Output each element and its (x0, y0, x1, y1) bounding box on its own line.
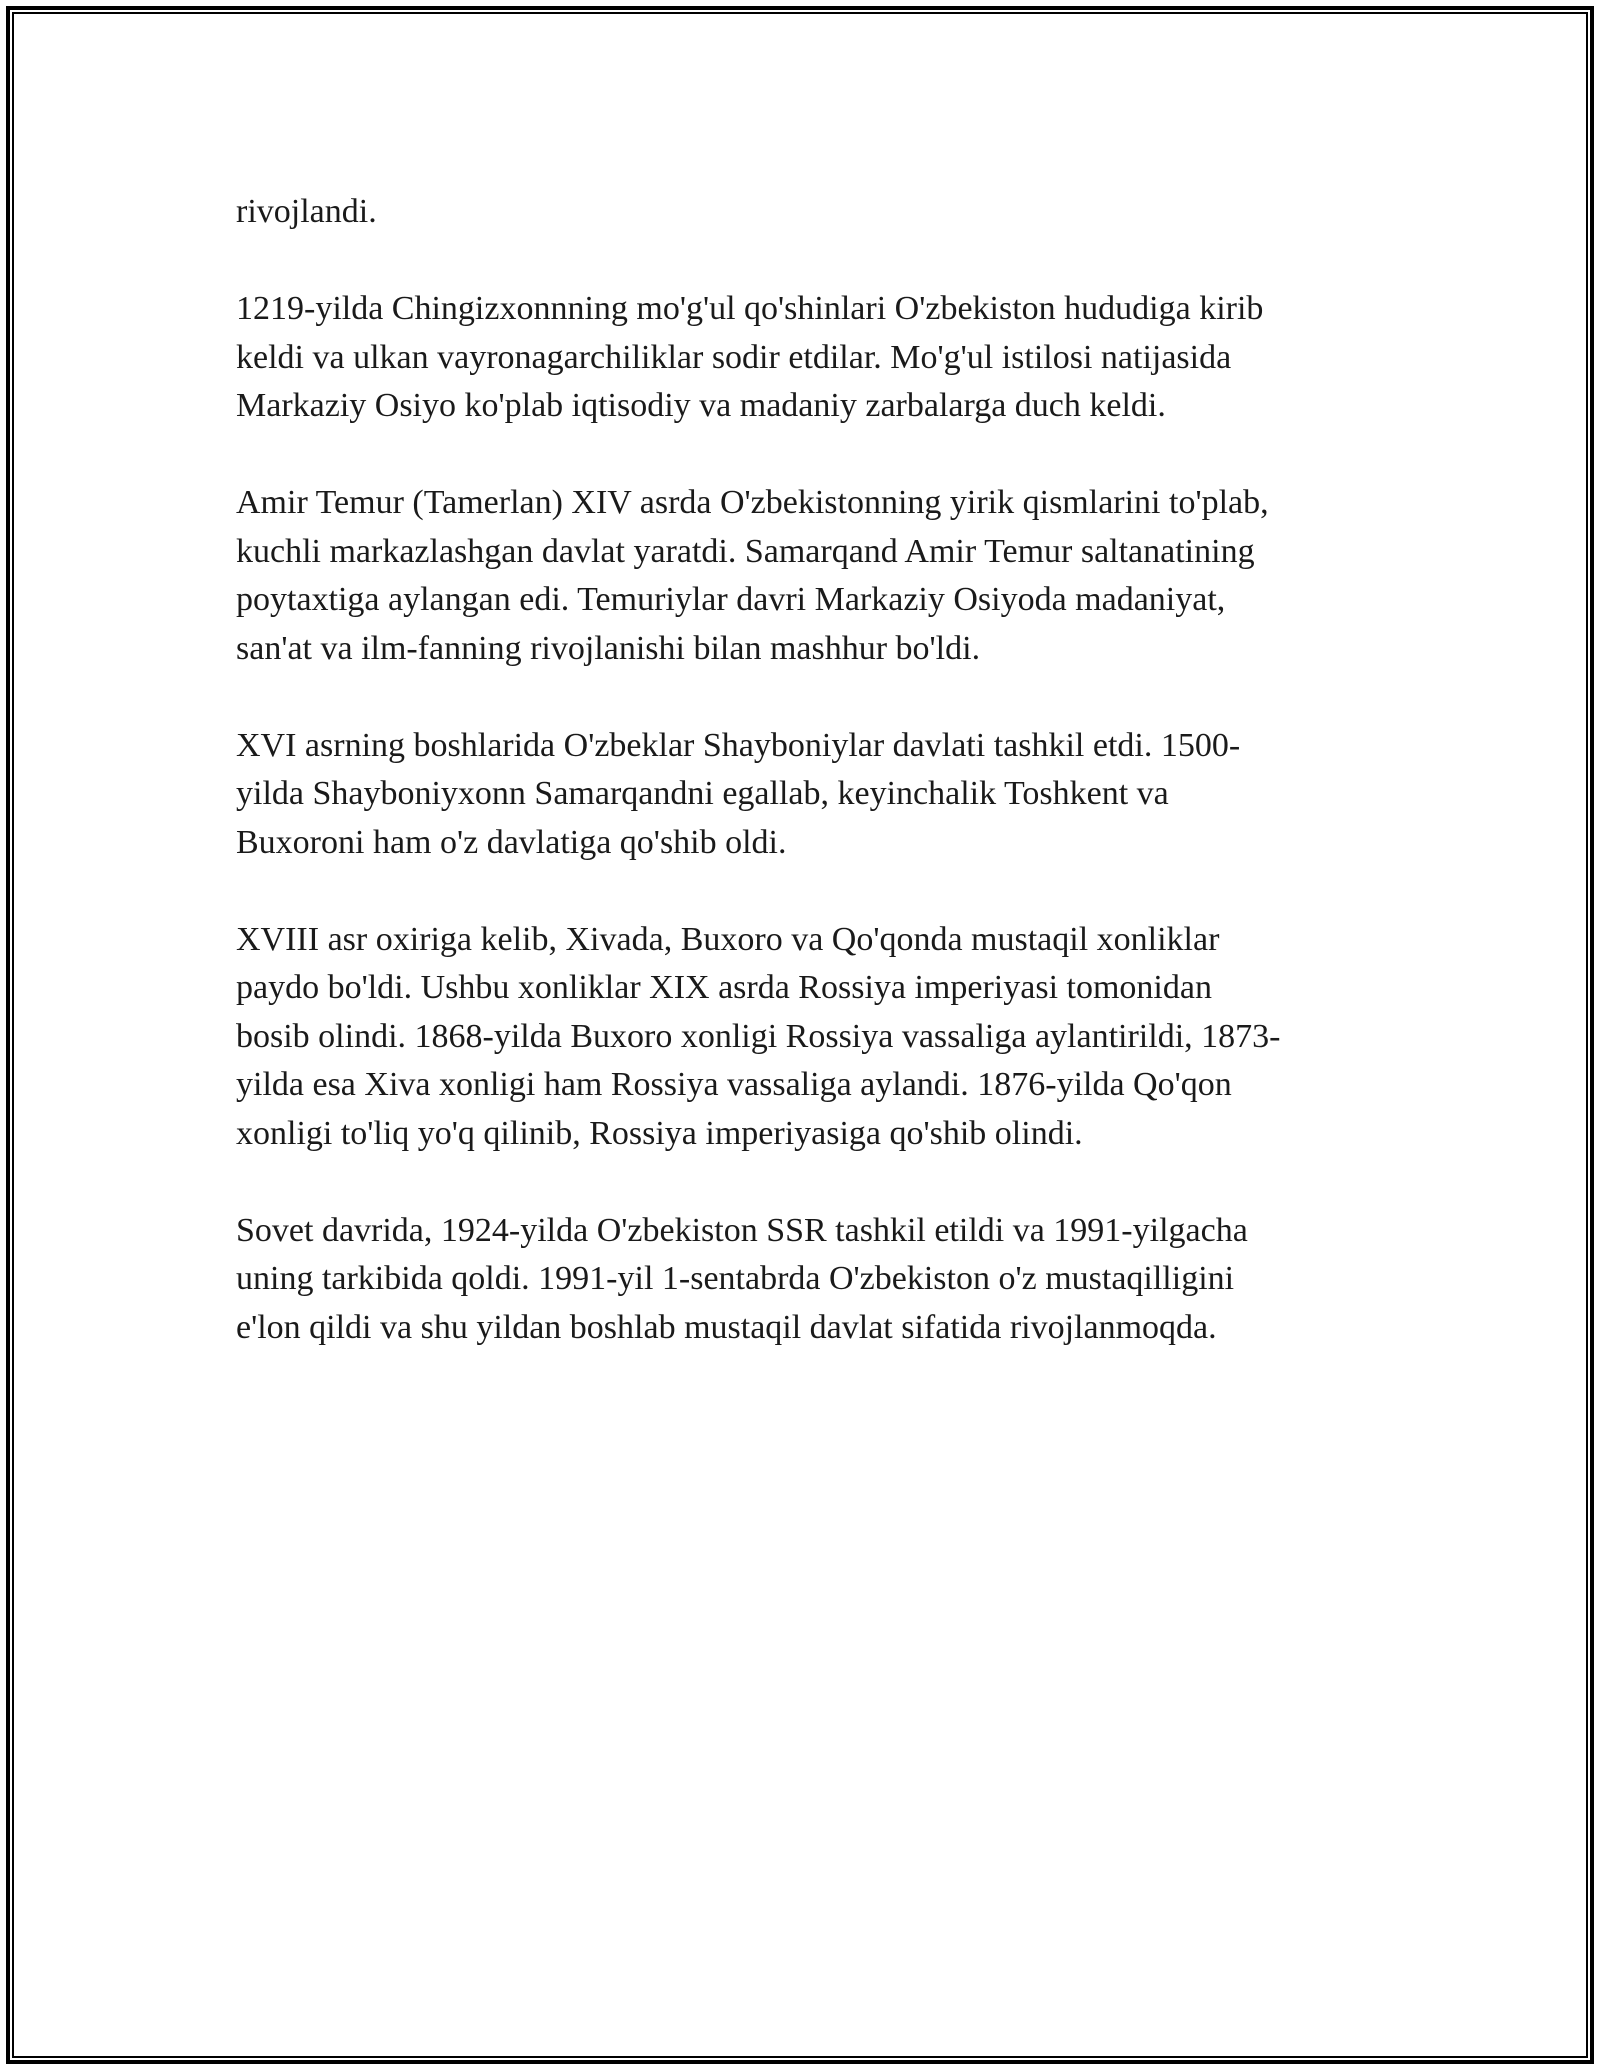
text-line: san'at va ilm-fanning rivojlanishi bilan mashhur bo'ldi. (236, 629, 981, 667)
text-line: keldi va ulkan vayronagarchiliklar sodir etdilar. Mo'g'ul istilosi natijasida (236, 338, 1232, 376)
paragraph-amir-temur (236, 479, 1376, 673)
text-line: kuchli markazlashgan davlat yaratdi. Samarqand Amir Temur saltanatining (236, 532, 1255, 570)
text-line: yilda Shayboniyxonn Samarqandni egallab, keyinchalik Toshkent va (236, 775, 1169, 812)
text-line: Markaziy Osiyo ko'plab iqtisodiy va madaniy zarbalarga duch keldi. (236, 387, 1166, 424)
text-line: paydo bo'ldi. Ushbu xonliklar XIX asrda Rossiya imperiyasi tomonidan (236, 969, 1212, 1006)
text-line: Buxoroni ham o'z davlatiga qo'shib oldi. (236, 823, 787, 861)
text-line: e'lon qildi va shu yildan boshlab mustaqil davlat sifatida rivojlanmoqda. (236, 1308, 1217, 1346)
text-line: Amir Temur (Tamerlan) XIV asrda O'zbekistonning yirik qismlarini to'plab, (236, 484, 1269, 521)
text-line: XVIII asr oxiriga kelib, Xivada, Buxoro va Qo'qonda mustaqil xonliklar (236, 920, 1220, 958)
text-line: Sovet davrida, 1924-yilda O'zbekiston SSR tashkil etildi va 1991-yilgacha (236, 1211, 1248, 1249)
paragraph-shaybanids (236, 722, 1376, 868)
paragraph-mongol-invasion (236, 285, 1376, 431)
paragraph-soviet-independence (236, 1207, 1376, 1353)
text-line: yilda esa Xiva xonligi ham Rossiya vassaliga aylandi. 1876-yilda Qo'qon (236, 1066, 1232, 1103)
text-line: xonligi to'liq yo'q qilinib, Rossiya imperiyasiga qo'shib olindi. (236, 1114, 1083, 1152)
text-line: bosib olindi. 1868-yilda Buxoro xonligi Rossiya vassaliga aylantirildi, 1873- (236, 1017, 1281, 1055)
paragraph-khanates (236, 916, 1376, 1159)
text-line: rivojlandi. (236, 193, 377, 230)
text-line: uning tarkibida qoldi. 1991-yil 1-sentabrda O'zbekiston o'z mustaqilligini (236, 1260, 1235, 1297)
document-body (236, 188, 1376, 1401)
text-line: poytaxtiga aylangan edi. Temuriylar davri Markaziy Osiyoda madaniyat, (236, 581, 1226, 618)
paragraph-continuation (236, 188, 1376, 237)
text-line: 1219-yilda Chingizxonnning mo'g'ul qo'shinlari O'zbekiston hududiga kirib (236, 290, 1264, 327)
text-line: XVI asrning boshlarida O'zbeklar Shayboniylar davlati tashkil etdi. 1500- (236, 726, 1241, 764)
